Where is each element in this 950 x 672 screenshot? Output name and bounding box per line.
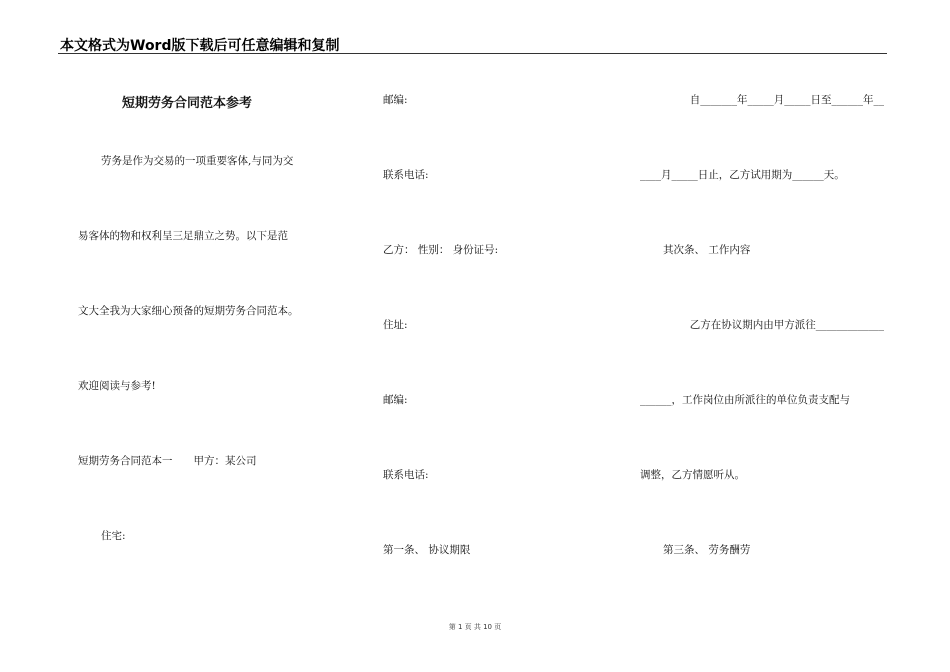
page-indicator: 第 1 页 共 10 页 [448,623,502,631]
col2-line-6: 联系电话: [383,469,429,481]
col1-line-3: 文大全我为大家细心预备的短期劳务合同范本。 [78,305,299,317]
col1-line-2: 易客体的物和权利呈三足鼎立之势。以下是范 [78,230,288,242]
col2-line-1: 邮编: [383,94,408,106]
header-divider [58,53,887,54]
col3-line-7: 第三条、 劳务酬劳 [663,544,751,556]
col1-line-6: 住宅: [101,530,126,542]
col3-line-5: ______，工作岗位由所派往的单位负责支配与 [640,394,850,406]
header-title: 本文格式为Word版下载后可任意编辑和复制 [60,38,340,54]
col3-line-2: ____月_____日止，乙方试用期为______天。 [640,169,845,181]
col2-line-4: 住址: [383,319,408,331]
col1-line-1: 劳务是作为交易的一项重要客体,与同为交 [101,155,294,167]
col2-line-3: 乙方： 性别： 身份证号: [383,244,499,256]
col3-line-1: 自_______年_____月_____日至______年__ [689,94,884,106]
col3-line-6: 调整，乙方情愿听从。 [640,469,745,481]
col1-line-4: 欢迎阅读与参考! [78,380,156,392]
col2-line-2: 联系电话: [383,169,429,181]
document-title: 短期劳务合同范本参考 [122,96,253,111]
col3-line-3: 其次条、 工作内容 [663,244,751,256]
col1-line-5: 短期劳务合同范本一 甲方：某公司 [78,455,257,467]
col2-line-5: 邮编: [383,394,408,406]
col2-line-7: 第一条、 协议期限 [383,544,471,556]
col3-line-4: 乙方在协议期内由甲方派往_____________ [689,319,884,331]
